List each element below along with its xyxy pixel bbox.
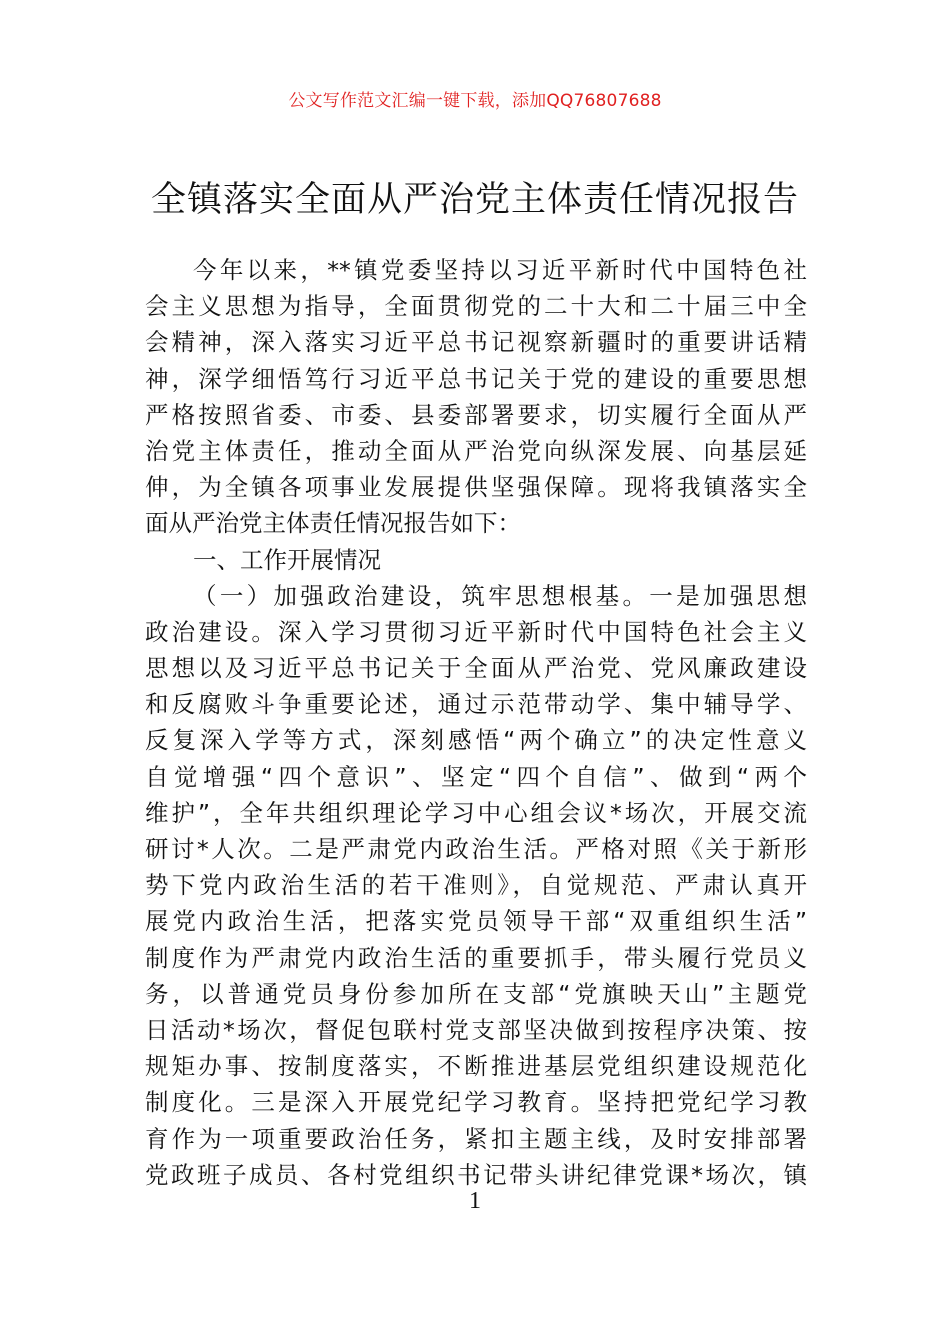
subsection-heading-line: （一）加强政治建设，筑牢思想根基。一是加强思想 <box>193 581 807 610</box>
paragraph-line: 展党内政治生活，把落实党员领导干部“双重组织生活” <box>145 907 807 936</box>
paragraph-line: 思想以及习近平总书记关于全面从严治党、党风廉政建设 <box>145 654 807 683</box>
paragraph-line: 维护”，全年共组织理论学习中心组会议*场次，开展交流 <box>145 798 807 827</box>
download-ad-banner: 公文写作范文汇编一键下载，添加QQ76807688 <box>288 91 662 111</box>
paragraph-line: 党政班子成员、各村党组织书记带头讲纪律党课*场次，镇 <box>145 1160 807 1189</box>
paragraph-line: 政治建设。深入学习贯彻习近平新时代中国特色社会主义 <box>145 617 807 646</box>
paragraph-line: 伸，为全镇各项事业发展提供坚强保障。现将我镇落实全 <box>145 473 807 502</box>
paragraph-line: 严格按照省委、市委、县委部署要求，切实履行全面从严 <box>145 400 807 429</box>
paragraph-line: 神，深学细悟笃行习近平总书记关于党的建设的重要思想 <box>145 364 807 393</box>
page-number: 1 <box>469 1188 481 1214</box>
paragraph-line: 势下党内政治生活的若干准则》，自觉规范、严肃认真开 <box>145 871 807 900</box>
section-heading: 一、工作开展情况 <box>193 545 381 574</box>
document-title: 全镇落实全面从严治党主体责任情况报告 <box>150 180 799 220</box>
paragraph-line: 自觉增强“四个意识”、坚定“四个自信”、做到“两个 <box>145 762 807 791</box>
paragraph-line: 会精神，深入落实习近平总书记视察新疆时的重要讲话精 <box>145 328 807 357</box>
paragraph-line: 面从严治党主体责任情况报告如下： <box>145 509 521 538</box>
paragraph-line: 日活动*场次，督促包联村党支部坚决做到按程序决策、按 <box>145 1015 807 1044</box>
paragraph-line: 会主义思想为指导，全面贯彻党的二十大和二十届三中全 <box>145 292 807 321</box>
paragraph-line: 研讨*人次。二是严肃党内政治生活。严格对照《关于新形 <box>145 835 807 863</box>
paragraph-line: 今年以来，**镇党委坚持以习近平新时代中国特色社 <box>193 256 807 284</box>
paragraph-line: 治党主体责任，推动全面从严治党向纵深发展、向基层延 <box>145 436 807 465</box>
paragraph-line: 育作为一项重要政治任务，紧扣主题主线，及时安排部署 <box>145 1124 807 1153</box>
paragraph-line: 和反腐败斗争重要论述，通过示范带动学、集中辅导学、 <box>145 690 807 719</box>
paragraph-line: 规矩办事、按制度落实，不断推进基层党组织建设规范化 <box>145 1052 807 1081</box>
paragraph-line: 反复深入学等方式，深刻感悟“两个确立”的决定性意义 <box>145 726 807 755</box>
document-body <box>145 252 807 1193</box>
paragraph-line: 制度作为严肃党内政治生活的重要抓手，带头履行党员义 <box>145 943 807 972</box>
paragraph-line: 制度化。三是深入开展党纪学习教育。坚持把党纪学习教 <box>145 1088 807 1117</box>
paragraph-line: 务，以普通党员身份参加所在支部“党旗映天山”主题党 <box>145 979 807 1008</box>
